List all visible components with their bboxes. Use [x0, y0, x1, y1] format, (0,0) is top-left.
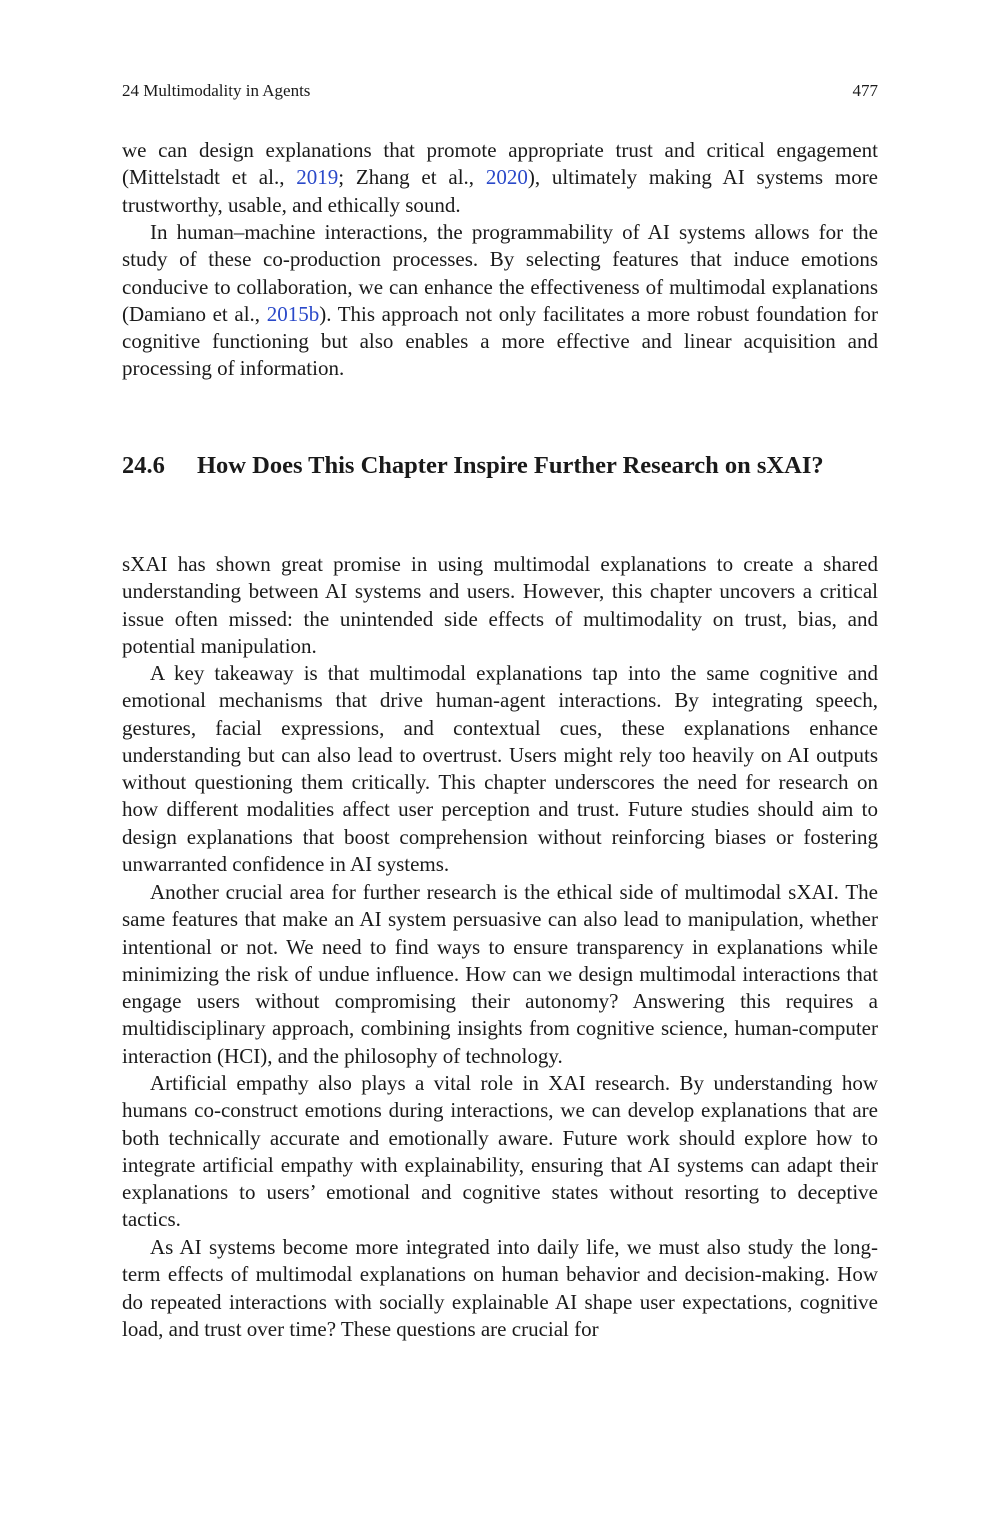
- page-number: 477: [852, 81, 878, 100]
- paragraph-7: As AI systems become more integrated into daily life, we must also study the long-term effects of multimodal explanations on human behavior and decision-making. How do repeated interactions with socially explainable AI shape user expectations, cognitive load, and trust over time? These questions are crucial for: [122, 1235, 878, 1341]
- paragraph-5: Another crucial area for further research is the ethical side of multimodal sXAI. The same features that make an AI system persuasive can also lead to manipulation, whether intentional or not. We need to find ways to ensure transparency in explanations while minimizing the risk of undue influence. How can we design multimodal interactions that engage users without compromising their autonomy? Answering this requires a multidisciplinary approach, combining insights from cognitive science, human-computer interaction (HCI), and the philosophy of technology.: [122, 880, 878, 1068]
- paragraph-2: [122, 219, 878, 383]
- citation-link-2020[interactable]: 2020: [485, 165, 528, 190]
- citation-link-2019[interactable]: 2019: [296, 165, 339, 190]
- paragraph-2-text-a: In human–machine interactions, the programmability of AI systems allows for the study of these co-production processes. By selecting features that induce emotions conducive to collaboration, we can enhance the effectiveness of multimodal explanations (Damiano et al.,: [122, 220, 878, 326]
- citation-link-2015b[interactable]: 2015b: [266, 301, 320, 326]
- paragraph-1: [122, 137, 878, 219]
- paragraph-6: Artificial empathy also plays a vital role in XAI research. By understanding how humans co-construct emotions during interactions, we can develop explanations that are both technically accurate and emotionally aware. Future work should explore how to integrate artificial empathy with explainability, ensuring that AI systems can adapt their explanations to users’ emotional and cognitive states without resorting to deceptive tactics.: [122, 1071, 878, 1232]
- paragraph-1-text-b: ; Zhang et al.,: [338, 165, 486, 190]
- section-title: How Does This Chapter Inspire Further Research on sXAI?: [197, 452, 824, 479]
- running-header-chapter: 24 Multimodality in Agents: [122, 81, 311, 100]
- paragraph-4: A key takeaway is that multimodal explanations tap into the same cognitive and emotional mechanisms that drive human-agent interactions. By integrating speech, gestures, facial expressions, and contextual cues, these explanations enhance understanding but can also lead to overtrust. Users might rely too heavily on AI outputs without questioning them critically. This chapter underscores the need for research on how different modalities affect user perception and trust. Future studies should aim to design explanations that boost comprehension without reinforcing biases or fostering unwarranted confidence in AI systems.: [122, 661, 878, 877]
- paragraph-3: sXAI has shown great promise in using multimodal explanations to create a shared understanding between AI systems and users. However, this chapter uncovers a critical issue often missed: the unintended side effects of multimodality on trust, bias, and potential manipulation.: [122, 552, 878, 658]
- paragraph-2-text-b: ). This approach not only facilitates a more robust foundation for cognitive functioning but also enables a more effective and linear acquisition and processing of information.: [122, 301, 878, 381]
- running-header: [122, 78, 878, 104]
- section-number: 24.6: [122, 452, 165, 479]
- paragraph-1-text-a: we can design explanations that promote appropriate trust and critical engagement (Mittelstadt et al.,: [122, 138, 878, 190]
- paragraph-1-text-c: ), ultimately making AI systems more trustworthy, usable, and ethically sound.: [122, 165, 879, 217]
